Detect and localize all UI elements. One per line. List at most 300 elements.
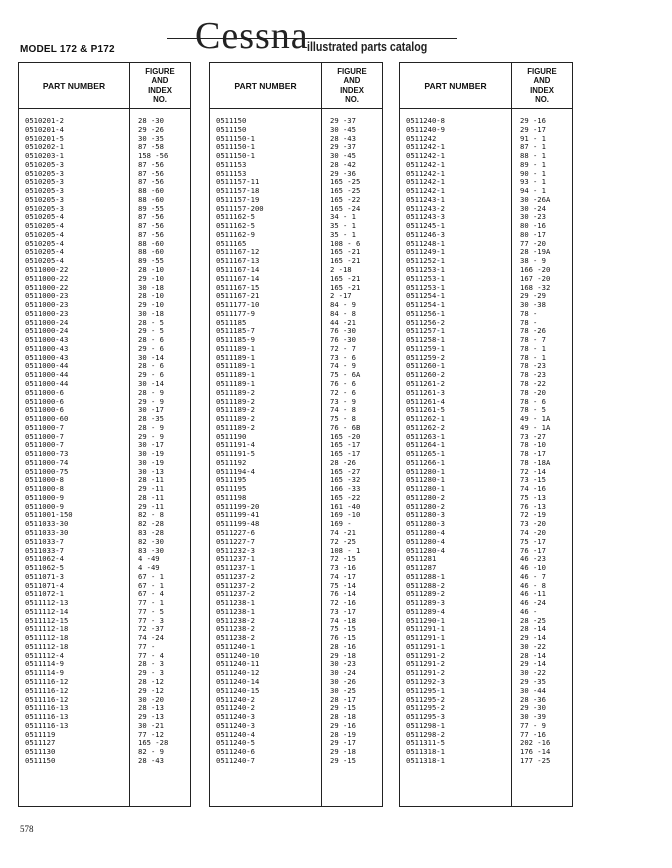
figure-index-cell: 72 -15: [330, 554, 356, 564]
part-number-cell: 0510205-4: [25, 221, 64, 231]
figure-index-cell: 28 -19A: [520, 247, 551, 257]
figure-index-cell: 72 -16: [330, 598, 356, 608]
figure-index-cell: 88 - 1: [520, 151, 546, 161]
part-number-cell: 0511240-2: [216, 694, 255, 704]
figure-index-cell: 80 -17: [520, 229, 546, 239]
figure-index-cell: 29 - 3: [138, 668, 164, 678]
part-number-cell: 0511280-4: [406, 536, 445, 546]
figure-index-cell: 29 -15: [330, 755, 356, 765]
part-number-cell: 0511000-23: [25, 291, 69, 301]
part-number-cell: 0511185-7: [216, 326, 255, 336]
figure-index-cell: 29 -10: [138, 273, 164, 283]
part-number-cell: 0511000-43: [25, 352, 69, 362]
figure-index-cell: 29 -37: [330, 116, 356, 125]
figure-index-cell: 29 -26: [138, 124, 164, 134]
part-number-cell: 0511249-1: [406, 247, 445, 257]
part-number-cell: 0511033-7: [25, 536, 64, 546]
figure-index-cell: 28 -35: [138, 414, 164, 424]
part-number-cell: 0511246-3: [406, 229, 445, 239]
part-number-cell: 0511000-43: [25, 335, 69, 345]
part-number-cell: 0511153: [216, 159, 247, 169]
figure-index-cell: 28 -14: [520, 650, 546, 660]
part-number-cell: 0511150-1: [216, 133, 255, 143]
part-number-cell: 0510205-4: [25, 229, 64, 239]
figure-index-cell: 87 -56: [138, 159, 164, 169]
part-number-cell: 0511177-10: [216, 300, 260, 310]
figure-index-cell: 4 -49: [138, 554, 160, 564]
figure-index-cell: 30 -23: [520, 212, 546, 222]
figure-index-cell: 89 -55: [138, 203, 164, 213]
part-number-cell: 0510205-3: [25, 186, 64, 196]
part-number-cell: 0511189-1: [216, 378, 255, 388]
figure-index-cell: 93 - 1: [520, 177, 546, 187]
part-number-cell: 0511167-14: [216, 273, 260, 283]
part-number-cell: 0511000-74: [25, 457, 69, 467]
figure-index-cell: 83 -28: [138, 527, 164, 537]
figure-index-cell: 91 - 1: [520, 133, 546, 143]
part-number-cell: 0511153: [216, 168, 247, 178]
figure-index-cell: 165 -25: [330, 177, 361, 187]
part-number-cell: 0511260-1: [406, 361, 445, 371]
part-number-cell: 0511240-14: [216, 677, 260, 686]
figure-index-cell: 29 -36: [330, 168, 356, 178]
part-number-cell: 0511252-1: [406, 256, 445, 266]
figure-index-cell: 161 -40: [330, 501, 361, 511]
figure-index-cell: 46 - 7: [520, 571, 546, 581]
figure-index-cell: 73 -27: [520, 431, 546, 441]
part-number-cell: 0511189-1: [216, 361, 255, 371]
figure-index-cell: 80 -16: [520, 221, 546, 231]
part-number-cell: 0511000-44: [25, 378, 69, 388]
part-number-cell: 0511289-3: [406, 598, 445, 608]
figure-index-cell: 30 -45: [330, 151, 356, 161]
figure-index-cell: 76 -15: [330, 633, 356, 643]
part-number-cell: 0511242: [406, 133, 437, 143]
figure-index-cell: 46 -24: [520, 598, 546, 608]
part-number-cell: 0511266-1: [406, 457, 445, 467]
part-number-cell: 0511240-15: [216, 685, 260, 695]
figure-index-header: FIGURE AND INDEX NO.: [321, 63, 382, 108]
part-number-cell: 0510205-4: [25, 256, 64, 266]
part-number-cell: 0511116-12: [25, 685, 69, 695]
figure-index-cell: 75 -17: [520, 536, 546, 546]
figure-index-cell: 30 -17: [138, 405, 164, 415]
part-number-cell: 0511262-1: [406, 414, 445, 424]
part-number-cell: 0511280-4: [406, 545, 445, 555]
figure-index-cell: 169 -: [330, 519, 352, 529]
part-number-cell: 0511243-3: [406, 212, 445, 222]
part-number-cell: 0511116-13: [25, 703, 69, 713]
figure-index-cell: 73 -17: [330, 606, 356, 616]
part-number-cell: 0510205-3: [25, 203, 64, 213]
part-number-cell: 0511116-13: [25, 720, 69, 730]
figure-index-cell: 28 -14: [520, 624, 546, 634]
part-number-cell: 0511261-2: [406, 378, 445, 388]
part-number-cell: 0511000-43: [25, 343, 69, 353]
part-number-cell: 0511112-15: [25, 615, 69, 625]
part-number-cell: 0511001-150: [25, 510, 73, 520]
figure-index-cell: 73 -20: [520, 519, 546, 529]
part-number-cell: 0511167-12: [216, 247, 260, 257]
part-number-cell: 0511000-44: [25, 361, 69, 371]
part-number-cell: 0511177-9: [216, 308, 255, 318]
figure-index-cell: 29 -13: [138, 712, 164, 722]
figure-index-cell: 82 - 8: [138, 510, 164, 520]
figure-index-cell: 94 - 1: [520, 186, 546, 196]
part-number-cell: 0511287: [406, 563, 437, 573]
part-number-cell: 0511289-2: [406, 589, 445, 599]
part-number-cell: 0511264-1: [406, 440, 445, 450]
figure-index-cell: 78 - 1: [520, 352, 546, 362]
part-number-cell: 0511189-2: [216, 414, 255, 424]
figure-index-cell: 28 -42: [330, 159, 356, 169]
figure-index-cell: 74 -17: [330, 571, 356, 581]
part-number-cell: 0511295-1: [406, 685, 445, 695]
part-number-cell: 0511298-1: [406, 720, 445, 730]
figure-index-cell: 88 -60: [138, 194, 164, 204]
figure-index-cell: 168 -32: [520, 282, 551, 292]
figure-index-cell: 29 -16: [520, 116, 546, 125]
figure-index-cell: 67 - 4: [138, 589, 164, 599]
part-number-cell: 0511000-7: [25, 440, 64, 450]
figure-index-cell: 76 -30: [330, 335, 356, 345]
part-number-cell: 0511189-1: [216, 352, 255, 362]
figure-index-cell: 167 -20: [520, 273, 551, 283]
part-number-cell: 0511000-7: [25, 431, 64, 441]
part-number-cell: 0510201-5: [25, 133, 64, 143]
part-number-cell: 0511295-2: [406, 694, 445, 704]
figure-index-cell: 29 -16: [330, 720, 356, 730]
figure-index-cell: 29 -15: [330, 703, 356, 713]
figure-index-cell: 30 -22: [520, 641, 546, 651]
figure-index-cell: 30 -14: [138, 352, 164, 362]
part-number-cell: 0511157-18: [216, 186, 260, 196]
figure-index-cell: 28 -11: [138, 475, 164, 485]
figure-index-cell: 176 -14: [520, 747, 551, 757]
figure-index-cell: 29 -14: [520, 659, 546, 669]
part-number-cell: 0511150: [216, 116, 247, 125]
figure-index-cell: 82 - 9: [138, 747, 164, 757]
figure-index-cell: 78 -23: [520, 361, 546, 371]
figure-index-cell: 2 -17: [330, 291, 352, 301]
part-number-cell: 0511195: [216, 475, 247, 485]
part-number-cell: 0511291-2: [406, 659, 445, 669]
figure-index-cell: 29 - 9: [138, 431, 164, 441]
part-number-cell: 0510205-3: [25, 168, 64, 178]
figure-index-cell: 73 - 9: [330, 396, 356, 406]
figure-index-cell: 44 -21: [330, 317, 356, 327]
part-number-cell: 0511189-2: [216, 422, 255, 432]
part-number-cell: 0511167-13: [216, 256, 260, 266]
figure-index-cell: 87 -56: [138, 212, 164, 222]
figure-index-cell: 78 - 5: [520, 405, 546, 415]
part-number-cell: 0511062-5: [25, 563, 64, 573]
part-number-header: PART NUMBER: [42, 80, 106, 91]
figure-index-cell: 73 - 6: [330, 352, 356, 362]
part-number-cell: 0511292-3: [406, 677, 445, 686]
part-number-cell: 0511259-2: [406, 352, 445, 362]
part-number-cell: 0511288-2: [406, 580, 445, 590]
figure-index-cell: 78 -17: [520, 449, 546, 459]
figure-index-cell: 78 - 1: [520, 343, 546, 353]
part-number-cell: 0511291-1: [406, 624, 445, 634]
part-number-cell: 0511295-2: [406, 703, 445, 713]
figure-index-cell: 46 -: [520, 606, 538, 616]
figure-index-cell: 75 - 6A: [330, 370, 361, 380]
figure-index-column: [511, 109, 572, 806]
catalog-subtitle: illustrated parts catalog: [307, 39, 428, 54]
figure-index-cell: 34 - 1: [330, 212, 356, 222]
figure-index-cell: 72 - 6: [330, 387, 356, 397]
figure-index-cell: 28 -26: [330, 457, 356, 467]
part-number-cell: 0511318-1: [406, 755, 445, 765]
figure-index-cell: 78 -: [520, 308, 538, 318]
figure-index-cell: 30 -23: [330, 659, 356, 669]
figure-index-cell: 88 -60: [138, 186, 164, 196]
part-number-cell: 0511253-1: [406, 265, 445, 275]
part-number-cell: 0511000-7: [25, 422, 64, 432]
part-number-cell: 0511000-24: [25, 326, 69, 336]
figure-index-cell: 74 -18: [330, 615, 356, 625]
figure-index-cell: 35 - 1: [330, 229, 356, 239]
figure-index-cell: 108 - 6: [330, 238, 361, 248]
part-number-cell: 0511240-3: [216, 720, 255, 730]
part-number-cell: 0511280-1: [406, 484, 445, 494]
part-number-cell: 0511259-1: [406, 343, 445, 353]
part-number-cell: 0511165: [216, 238, 247, 248]
part-number-cell: 0511112-14: [25, 606, 69, 616]
part-number-cell: 0511150-1: [216, 142, 255, 152]
part-number-cell: 0511256-2: [406, 317, 445, 327]
part-number-cell: 0510205-3: [25, 194, 64, 204]
figure-index-cell: 67 - 1: [138, 580, 164, 590]
figure-index-cell: 30 -21: [138, 720, 164, 730]
part-number-cell: 0511198: [216, 492, 247, 502]
figure-index-cell: 108 - 1: [330, 545, 361, 555]
figure-index-cell: 75 -15: [330, 624, 356, 634]
figure-index-cell: 28 -18: [330, 712, 356, 722]
part-number-cell: 0511062-4: [25, 554, 64, 564]
part-number-cell: 0511000-22: [25, 282, 69, 292]
figure-index-cell: 29 -37: [330, 142, 356, 152]
part-number-cell: 0511289-4: [406, 606, 445, 616]
part-number-cell: 0511112-18: [25, 633, 69, 643]
part-number-cell: 0511238-1: [216, 598, 255, 608]
figure-index-cell: 87 -56: [138, 221, 164, 231]
figure-index-cell: 74 - 8: [330, 405, 356, 415]
part-number-cell: 0511240-10: [216, 650, 260, 660]
page-number: 578: [20, 824, 34, 834]
part-number-cell: 0511000-22: [25, 265, 69, 275]
part-number-cell: 0511000-75: [25, 466, 69, 476]
figure-index-cell: 28 -43: [138, 755, 164, 765]
figure-index-cell: 88 -60: [138, 238, 164, 248]
figure-index-cell: 46 -10: [520, 563, 546, 573]
part-number-cell: 0511291-2: [406, 668, 445, 678]
part-number-cell: 0511116-13: [25, 712, 69, 722]
figure-index-cell: 72 - 7: [330, 343, 356, 353]
figure-index-cell: 30 -24: [330, 668, 356, 678]
figure-index-cell: 30 -14: [138, 378, 164, 388]
figure-index-cell: 165 -21: [330, 247, 361, 257]
part-number-cell: 0511242-1: [406, 159, 445, 169]
part-number-cell: 0510205-4: [25, 238, 64, 248]
part-number-cell: 0511240-7: [216, 755, 255, 765]
figure-index-cell: 28 -43: [330, 133, 356, 143]
part-number-cell: 0511162-9: [216, 229, 255, 239]
part-number-cell: 0511261-4: [406, 396, 445, 406]
figure-index-cell: 82 -30: [138, 536, 164, 546]
part-number-cell: 0511157-200: [216, 203, 264, 213]
part-number-cell: 0511000-23: [25, 300, 69, 310]
part-number-cell: 0511232-3: [216, 545, 255, 555]
figure-index-cell: 46 -23: [520, 554, 546, 564]
figure-index-cell: 29 - 9: [138, 396, 164, 406]
figure-index-cell: 28 - 6: [138, 335, 164, 345]
figure-index-cell: 73 -16: [330, 563, 356, 573]
figure-index-cell: 28 -19: [330, 729, 356, 739]
figure-index-cell: 90 - 1: [520, 168, 546, 178]
figure-index-cell: 28 -36: [520, 694, 546, 704]
part-number-cell: 0511000-23: [25, 308, 69, 318]
part-number-cell: 0511190: [216, 431, 247, 441]
figure-index-cell: 30 -25: [330, 685, 356, 695]
part-number-cell: 0511242-1: [406, 151, 445, 161]
part-number-cell: 0511127: [25, 738, 56, 748]
part-number-cell: 0510202-1: [25, 142, 64, 152]
part-number-cell: 0511291-1: [406, 633, 445, 643]
part-number-cell: 0511237-2: [216, 571, 255, 581]
part-number-cell: 0511260-2: [406, 370, 445, 380]
part-number-cell: 0511194-4: [216, 466, 255, 476]
part-number-cell: 0511240-12: [216, 668, 260, 678]
figure-index-cell: 30 -45: [330, 124, 356, 134]
part-number-cell: 0511281: [406, 554, 437, 564]
part-number-cell: 0511254-1: [406, 300, 445, 310]
part-number-cell: 0510203-1: [25, 151, 64, 161]
part-number-cell: 0511242-1: [406, 177, 445, 187]
figure-index-cell: 28 - 3: [138, 659, 164, 669]
part-number-cell: 0511191-5: [216, 449, 255, 459]
part-number-cell: 0511253-1: [406, 273, 445, 283]
figure-index-cell: 30 -19: [138, 449, 164, 459]
figure-index-cell: 29 - 6: [138, 370, 164, 380]
part-number-cell: 0511238-2: [216, 624, 255, 634]
figure-index-column: [129, 109, 190, 806]
part-number-cell: 0511240-4: [216, 729, 255, 739]
part-number-cell: 0511112-4: [25, 650, 64, 660]
part-number-column: [19, 109, 129, 806]
part-number-cell: 0511280-2: [406, 492, 445, 502]
figure-index-column: [321, 109, 382, 806]
figure-index-cell: 30 -17: [138, 440, 164, 450]
part-number-cell: 0511245-1: [406, 221, 445, 231]
part-number-cell: 0511240-3: [216, 712, 255, 722]
part-number-cell: 0511000-73: [25, 449, 69, 459]
part-number-cell: 0511033-30: [25, 527, 69, 537]
figure-index-cell: 4 -49: [138, 563, 160, 573]
part-number-cell: 0511189-2: [216, 396, 255, 406]
part-number-cell: 0511237-2: [216, 580, 255, 590]
part-number-cell: 0510201-2: [25, 116, 64, 125]
part-number-cell: 0511242-1: [406, 186, 445, 196]
figure-index-header: FIGURE AND INDEX NO.: [511, 63, 572, 108]
figure-index-cell: 29 -35: [520, 677, 546, 686]
figure-index-cell: 165 -17: [330, 449, 361, 459]
part-number-cell: 0511000-24: [25, 317, 69, 327]
figure-index-cell: 77 -12: [138, 729, 164, 739]
part-number-cell: 0511000-9: [25, 501, 64, 511]
figure-index-cell: 72 -19: [520, 510, 546, 520]
figure-index-cell: 74 -24: [138, 633, 164, 643]
figure-index-cell: 49 - 1A: [520, 422, 551, 432]
part-number-cell: 0511256-1: [406, 308, 445, 318]
part-number-cell: 0511167-21: [216, 291, 260, 301]
part-number-cell: 0510201-4: [25, 124, 64, 134]
part-number-cell: 0511257-1: [406, 326, 445, 336]
figure-index-cell: 165 -17: [330, 440, 361, 450]
figure-index-cell: 29 -30: [520, 703, 546, 713]
figure-index-cell: 76 -13: [520, 501, 546, 511]
part-number-cell: 0510205-3: [25, 159, 64, 169]
figure-index-cell: 29 -12: [138, 685, 164, 695]
figure-index-cell: 74 -16: [520, 484, 546, 494]
figure-index-cell: 28 -12: [138, 677, 164, 686]
figure-index-cell: 28 -10: [138, 265, 164, 275]
figure-index-cell: 165 -25: [330, 186, 361, 196]
part-number-cell: 0511116-12: [25, 677, 69, 686]
figure-index-cell: 35 - 1: [330, 221, 356, 231]
part-number-cell: 0511248-1: [406, 238, 445, 248]
part-number-cell: 0511227-6: [216, 527, 255, 537]
part-number-cell: 0511000-60: [25, 414, 69, 424]
part-number-cell: 0511000-8: [25, 484, 64, 494]
parts-table-1: [18, 62, 191, 807]
part-number-cell: 0511033-7: [25, 545, 64, 555]
figure-index-cell: 87 -56: [138, 229, 164, 239]
figure-index-cell: 165 -28: [138, 738, 169, 748]
figure-index-cell: 89 - 1: [520, 159, 546, 169]
part-number-cell: 0511000-22: [25, 273, 69, 283]
figure-index-cell: 166 -33: [330, 484, 361, 494]
part-number-column: [400, 109, 511, 806]
part-number-cell: 0511240-9: [406, 124, 445, 134]
figure-index-cell: 29 -10: [138, 300, 164, 310]
part-number-cell: 0511298-2: [406, 729, 445, 739]
figure-index-cell: 28 -11: [138, 492, 164, 502]
figure-index-cell: 77 - 9: [520, 720, 546, 730]
figure-index-cell: 77 -20: [520, 238, 546, 248]
figure-index-cell: 30 -18: [138, 308, 164, 318]
figure-index-cell: 28 -30: [138, 116, 164, 125]
figure-index-cell: 165 -21: [330, 273, 361, 283]
figure-index-cell: 30 -19: [138, 457, 164, 467]
cessna-logo: [195, 14, 672, 64]
figure-index-cell: 30 -26A: [520, 194, 551, 204]
figure-index-cell: 76 -17: [520, 545, 546, 555]
part-number-cell: 0511000-9: [25, 492, 64, 502]
part-number-cell: 0511261-5: [406, 405, 445, 415]
part-number-cell: 0511265-1: [406, 449, 445, 459]
part-number-cell: 0511112-18: [25, 641, 69, 651]
figure-index-cell: 29 -17: [520, 124, 546, 134]
figure-index-cell: 29 -29: [520, 291, 546, 301]
figure-index-cell: 30 -35: [138, 133, 164, 143]
figure-index-cell: 166 -20: [520, 265, 551, 275]
figure-index-cell: 75 -13: [520, 492, 546, 502]
figure-index-cell: 76 -30: [330, 326, 356, 336]
figure-index-cell: 30 -18: [138, 282, 164, 292]
